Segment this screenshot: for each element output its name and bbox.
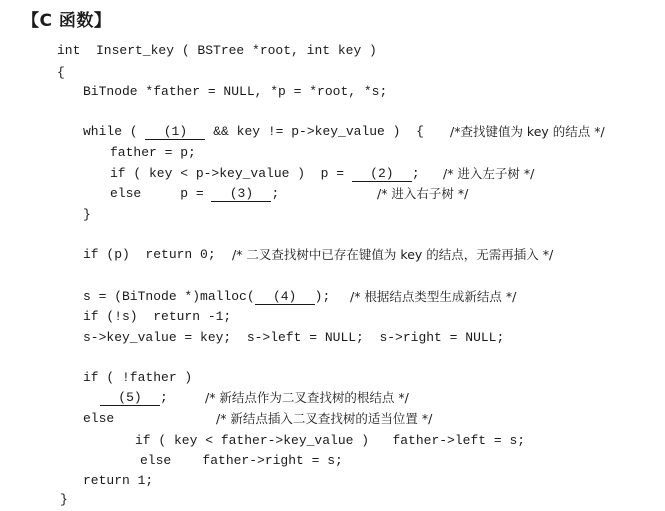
open-brace: { [57, 65, 65, 80]
comment-insert-position: /* 新结点插入二叉查找树的适当位置 */ [216, 411, 433, 426]
malloc-comment [350, 289, 516, 306]
comment-new-root: /* 新结点作为二叉查找树的根结点 */ [205, 390, 409, 405]
if-left-comment [443, 166, 534, 183]
blank-3: (3) [211, 187, 271, 202]
if-exists-line: if (p) return 0; [83, 247, 216, 262]
attach-left-line: if ( key < father->key_value ) father->left = s; [135, 433, 526, 448]
if-left-line [110, 166, 420, 182]
close-while-brace: } [83, 207, 91, 222]
malloc-code: s = (BiTnode *)malloc( [83, 289, 255, 304]
root-assign-comment [205, 390, 409, 407]
comment-go-right: /* 进入右子树 */ [377, 186, 469, 201]
if-no-father-line: if ( !father ) [83, 370, 193, 385]
else-right-semicolon: ; [271, 186, 280, 201]
root-assign-line [100, 390, 168, 406]
malloc-close: ); [314, 289, 331, 304]
else-right-comment [377, 186, 468, 203]
else-insert-comment [216, 411, 432, 428]
if-left-code: if ( key < p->key_value ) p = [110, 166, 345, 181]
blank-2: (2) [352, 167, 412, 182]
attach-right-line: else father->right = s; [140, 453, 343, 468]
close-function-brace: } [60, 492, 68, 507]
blank-1: (1) [145, 125, 205, 140]
blank-5: (5) [100, 391, 160, 406]
function-signature: int Insert_key ( BSTree *root, int key ) [57, 43, 377, 58]
if-exists-comment [232, 247, 553, 264]
while-line [83, 124, 424, 140]
while-comment [450, 124, 605, 141]
comment-new-node: /* 根据结点类型生成新结点 */ [350, 289, 517, 304]
comment-go-left: /* 进入左子树 */ [443, 166, 535, 181]
while-keyword: while ( [83, 124, 138, 139]
else-right-code: else p = [110, 186, 204, 201]
else-right-line [110, 186, 279, 202]
malloc-line [83, 289, 330, 305]
section-heading: 【C 函数】 [22, 11, 112, 31]
root-assign-semicolon: ; [160, 390, 168, 405]
null-check-line: if (!s) return -1; [83, 309, 232, 324]
if-left-semicolon: ; [411, 166, 420, 181]
return-line: return 1; [83, 473, 154, 488]
while-condition: && key != p->key_value ) { [213, 124, 424, 139]
init-node-line: s->key_value = key; s->left = NULL; s->right = NULL; [83, 330, 505, 345]
variable-declaration: BiTnode *father = NULL, *p = *root, *s; [83, 84, 388, 99]
comment-key-exists: /* 二叉查找树中已存在键值为 key 的结点，无需再插入 */ [232, 247, 554, 262]
else-insert-line: else [83, 411, 115, 426]
blank-4: (4) [255, 290, 315, 305]
father-assign: father = p; [110, 145, 196, 160]
comment-search-key: /*查找键值为 key 的结点 */ [450, 124, 605, 139]
